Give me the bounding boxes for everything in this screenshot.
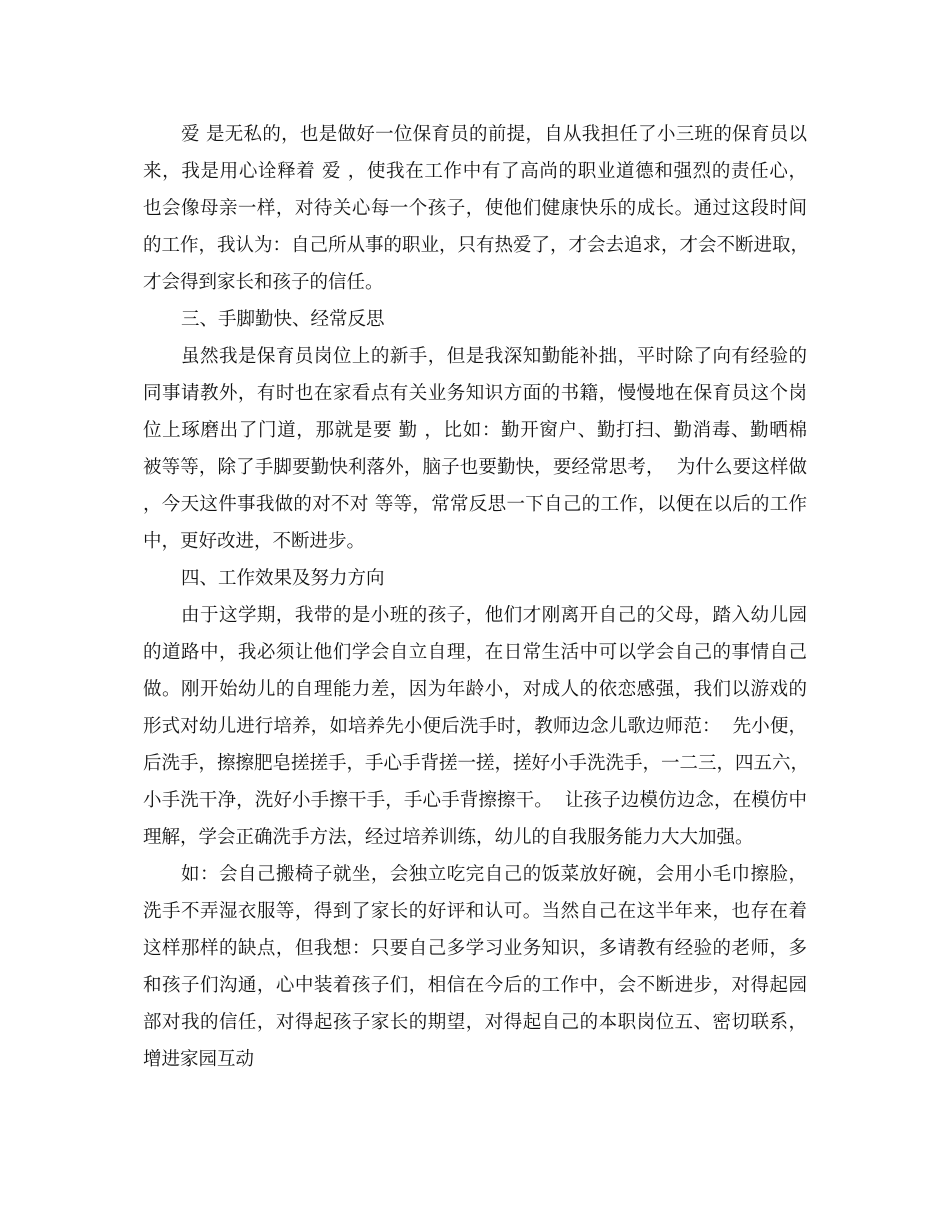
section-heading: 四、工作效果及努力方向: [181, 568, 385, 589]
text-line: 来，我是用心诠释着 爱 ，使我在工作中有了高尚的职业道德和强烈的责任心，: [143, 161, 807, 182]
text-line: 如：会自己搬椅子就坐，会独立吃完自己的饭菜放好碗，会用小毛巾擦脸，: [181, 864, 807, 885]
text-line: 爱 是无私的，也是做好一位保育员的前提，自从我担任了小三班的保育员以: [181, 124, 807, 145]
text-line: 小手洗干净，洗好小手擦干手，手心手背擦擦干。 让孩子边模仿边念，在模仿中: [143, 790, 807, 811]
text-line: 被等等，除了手脚要勤快利落外，脑子也要勤快，要经常思考， 为什么要这样做: [143, 457, 807, 478]
text-line: 由于这学期，我带的是小班的孩子，他们才刚离开自己的父母，踏入幼儿园: [181, 605, 807, 626]
text-line: 这样那样的缺点，但我想：只要自己多学习业务知识，多请教有经验的老师，多: [143, 938, 807, 959]
text-line: 理解，学会正确洗手方法，经过培养训练，幼儿的自我服务能力大大加强。: [143, 827, 754, 848]
document-body: [143, 116, 810, 1078]
text-line: 虽然我是保育员岗位上的新手，但是我深知勤能补拙，平时除了向有经验的: [181, 346, 807, 367]
text-line: 和孩子们沟通，心中装着孩子们，相信在今后的工作中，会不断进步，对得起园: [143, 975, 807, 996]
text-line: ，今天这件事我做的对不对 等等，常常反思一下自己的工作，以便在以后的工作: [143, 494, 807, 515]
text-line: 做。刚开始幼儿的自理能力差，因为年龄小，对成人的依恋感强，我们以游戏的: [143, 679, 807, 700]
text-line: 形式对幼儿进行培养，如培养先小便后洗手时，教师边念儿歌边师范： 先小便，: [143, 716, 807, 737]
text-line: 中，更好改进，不断进步。: [143, 531, 366, 552]
section-heading: 三、手脚勤快、经常反思: [181, 309, 385, 330]
text-line: 也会像母亲一样，对待关心每一个孩子，使他们健康快乐的成长。通过这段时间: [143, 198, 807, 219]
text-line: 的工作，我认为：自己所从事的职业，只有热爱了，才会去追求，才会不断进取，: [143, 235, 810, 256]
text-line: 增进家园互动: [143, 1049, 255, 1070]
text-line: 部对我的信任，对得起孩子家长的期望，对得起自己的本职岗位五、密切联系，: [143, 1012, 807, 1033]
text-line: 位上琢磨出了门道，那就是要 勤 ，比如：勤开窗户、勤打扫、勤消毒、勤晒棉: [143, 420, 807, 441]
text-line: 同事请教外，有时也在家看点有关业务知识方面的书籍，慢慢地在保育员这个岗: [143, 383, 807, 404]
text-line: 洗手不弄湿衣服等，得到了家长的好评和认可。当然自己在这半年来，也存在着: [143, 901, 807, 922]
text-line: 后洗手，擦擦肥皂搓搓手，手心手背搓一搓，搓好小手洗洗手，一二三，四五六，: [143, 753, 810, 774]
text-line: 才会得到家长和孩子的信任。: [143, 272, 384, 293]
text-line: 的道路中，我必须让他们学会自立自理，在日常生活中可以学会自己的事情自己: [143, 642, 807, 663]
